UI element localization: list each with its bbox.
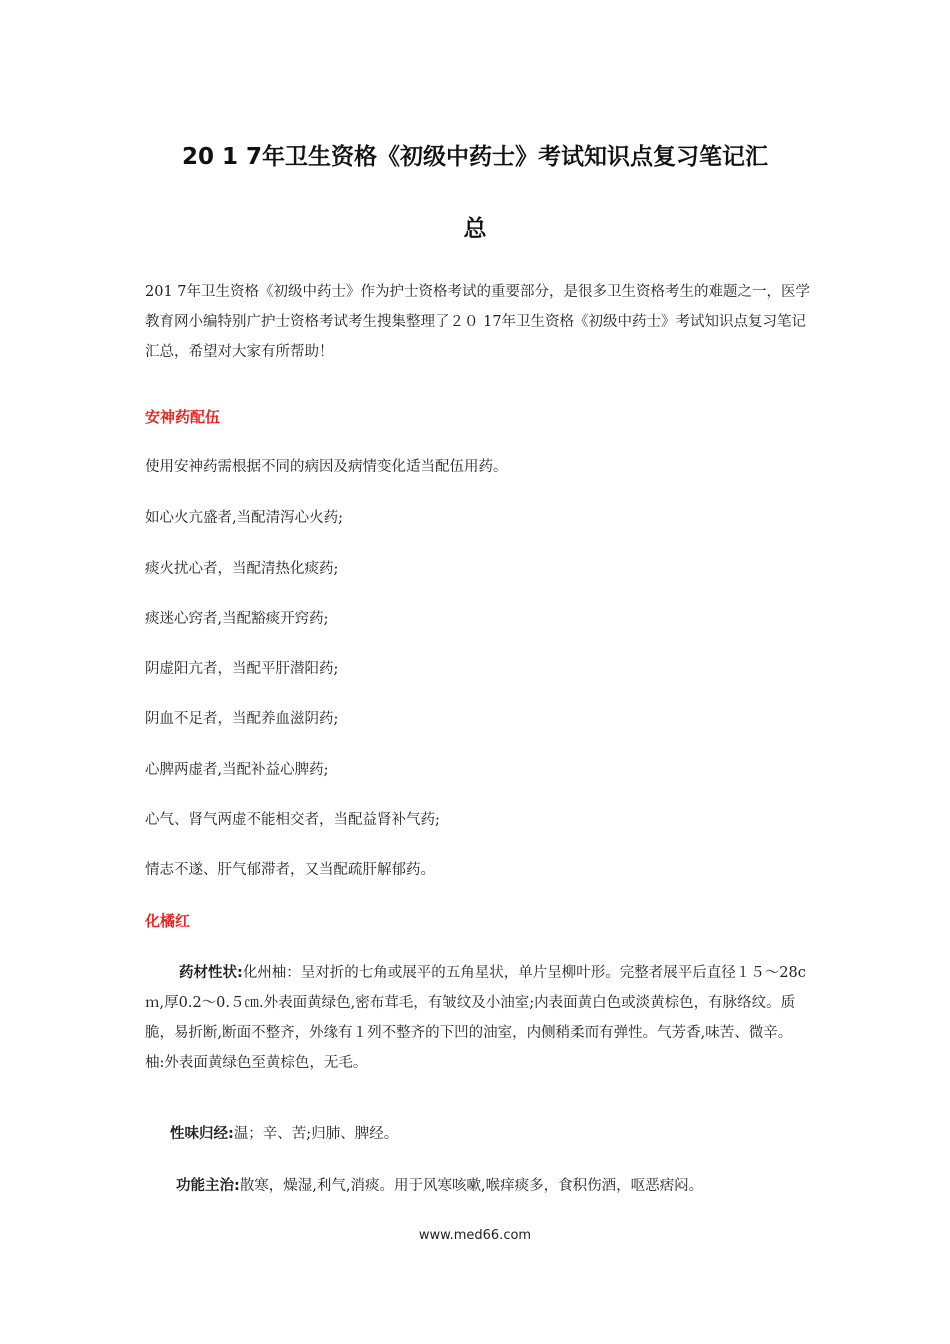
page-title-line-1: 20 1 7年卫生资格《初级中药士》考试知识点复习笔记汇 xyxy=(181,144,769,170)
huajuhong-properties xyxy=(145,958,810,1078)
nature-text: 温；辛、苦;归肺、脾经。 xyxy=(233,1126,399,1142)
anshen-line-9: 情志不遂、肝气郁滞者，又当配疏肝解郁药。 xyxy=(145,862,435,878)
anshen-line-7: 心脾两虚者,当配补益心脾药; xyxy=(145,762,329,778)
section-heading-huajuhong: 化橘红 xyxy=(145,912,191,930)
anshen-line-6: 阴血不足者，当配养血滋阴药; xyxy=(145,711,339,727)
footer-url: www.med66.com xyxy=(418,1228,532,1243)
properties-text: 化州柚：呈对折的七角或展平的五角星状，单片呈柳叶形。完整者展平后直径１５～28cｍ,厚0.2～0.５㎝.外表面黄绿色,密布茸毛，有皱纹及小油室;内表面黄白色或淡黄棕色，有脉络纹。质脆，易折断,断面不整齐，外缘有１列不整齐的下凹的油室，内侧稍柔而有弹性。气芳香,味苦、微辛。柚:外表面黄绿色至黄棕色，无毛。 xyxy=(145,965,806,1071)
nature-label: 性味归经: xyxy=(170,1126,234,1142)
page-title-line-2: 总 xyxy=(463,216,487,242)
function-label: 功能主治: xyxy=(176,1178,240,1194)
huajuhong-nature xyxy=(170,1123,398,1145)
anshen-line-4: 痰迷心窍者,当配豁痰开窍药; xyxy=(145,611,329,627)
section-heading-anshen: 安神药配伍 xyxy=(145,408,221,426)
anshen-line-8: 心气、肾气两虚不能相交者，当配益肾补气药; xyxy=(145,812,440,828)
function-text: 散寒，燥湿,利气,消痰。用于风寒咳嗽,喉痒痰多，食积伤酒，呕恶痞闷。 xyxy=(239,1178,704,1194)
huajuhong-function xyxy=(176,1175,703,1197)
anshen-line-1: 使用安神药需根据不同的病因及病情变化适当配伍用药。 xyxy=(145,459,508,475)
intro-paragraph: 201 7年卫生资格《初级中药士》作为护士资格考试的重要部分，是很多卫生资格考生的难题之一，医学教育网小编特别广护士资格考试考生搜集整理了２０ 17年卫生资格《初级中药士》考试知识点复习笔记汇总，希望对大家有所帮助！ xyxy=(145,284,811,360)
properties-label: 药材性状: xyxy=(179,965,243,981)
anshen-line-3: 痰火扰心者，当配清热化痰药; xyxy=(145,561,339,577)
anshen-line-5: 阴虚阳亢者，当配平肝潜阳药; xyxy=(145,661,339,677)
anshen-line-2: 如心火亢盛者,当配清泻心火药; xyxy=(145,510,343,526)
